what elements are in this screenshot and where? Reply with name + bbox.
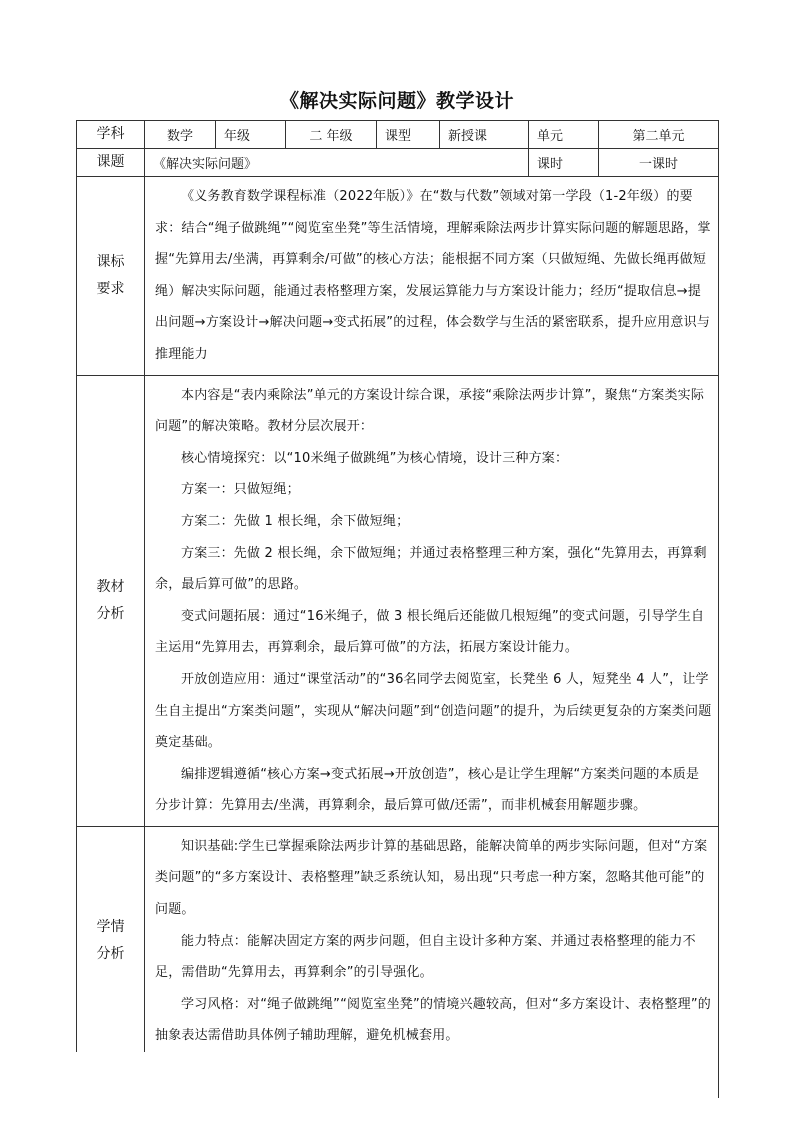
type-value: 新授课 <box>440 121 529 149</box>
learner-paragraph-1: 知识基础:学生已掌握乘除法两步计算的基础思路，能解决简单的两步实际问题，但对“方案类问题”的“多方案设计、表格整理”缺乏系统认知，易出现“只考虑一种方案，忽略其他可能”的问题。 <box>155 838 708 918</box>
grade-value: 二 年级 <box>286 121 377 149</box>
material-paragraph-6: 变式问题拓展：通过“16米绳子，做 3 根长绳后还能做几根短绳”的变式问题，引导学生自主运用“先算用去，再算剩余，最后算可做”的方法，拓展方案设计能力。 <box>155 608 705 656</box>
topic-label: 课题 <box>77 149 145 177</box>
material-label-line1: 教材 <box>96 578 125 595</box>
page-bottom-cutoff <box>76 1052 718 1123</box>
unit-label: 单元 <box>529 121 599 149</box>
header-row <box>77 121 719 149</box>
standard-content <box>145 177 719 376</box>
lesson-plan-table <box>76 120 719 1098</box>
material-paragraph-8: 编排逻辑遵循“核心方案→变式拓展→开放创造”，核心是让学生理解“方案类问题的本质是分步计算：先算用去/坐满，再算剩余，最后算可做/还需”，而非机械套用解题步骤。 <box>155 766 700 814</box>
learner-label-line1: 学情 <box>96 919 125 936</box>
material-label-line2: 分析 <box>96 605 125 622</box>
standard-label-line2: 要求 <box>96 280 125 297</box>
type-label: 课型 <box>377 121 440 149</box>
topic-row <box>77 149 719 177</box>
topic-value: 《解决实际问题》 <box>145 149 529 177</box>
material-row <box>77 375 719 826</box>
standard-label <box>77 177 145 376</box>
material-paragraph-1: 本内容是“表内乘除法”单元的方案设计综合课，承接“乘除法两步计算”，聚焦“方案类实际问题”的解决策略。教材分层次展开： <box>155 387 705 435</box>
grade-label: 年级 <box>216 121 286 149</box>
material-paragraph-4: 方案二：先做 1 根长绳，余下做短绳； <box>181 513 410 529</box>
learner-paragraph-3: 学习风格：对“绳子做跳绳”“阅览室坐凳”的情境兴趣较高，但对“多方案设计、表格整理”的抽象表达需借助具体例子辅助理解，避免机械套用。 <box>155 996 712 1044</box>
material-content <box>145 375 719 826</box>
unit-value: 第二单元 <box>599 121 719 149</box>
standard-paragraph: 《义务教育数学课程标准（2022年版）》在“数与代数”领域对第一学段（1-2年级）的要求：结合“绳子做跳绳”“阅览室坐凳”等生活情境，理解乘除法两步计算实际问题的解题思路，掌握“先算用去/坐满，再算剩余/可做”的核心方法；能根据不同方案（只做短绳、先做长绳再做短绳）解决实际问题，能通过表格整理方案，发展运算能力与方案设计能力；经历“提取信息→提出问题→方案设计→解决问题→变式拓展”的过程，体会数学与生活的紧密联系，提升应用意识与推理能力 <box>155 189 711 362</box>
learner-label-line2: 分析 <box>96 946 125 963</box>
hours-label: 课时 <box>529 149 599 177</box>
hours-value: 一课时 <box>599 149 719 177</box>
standard-row <box>77 177 719 376</box>
material-paragraph-3: 方案一：只做短绳； <box>181 482 300 498</box>
learner-label <box>77 826 145 1056</box>
learner-content <box>145 826 719 1056</box>
material-paragraph-5: 方案三：先做 2 根长绳，余下做短绳；并通过表格整理三种方案，强化“先算用去，再算剩余，最后算可做”的思路。 <box>155 545 707 593</box>
material-paragraph-7: 开放创造应用：通过“课堂活动”的“36名同学去阅览室，长凳坐 6 人，短凳坐 4 人”，让学生自主提出“方案类问题”，实现从“解决问题”到“创造问题”的提升，为后续更复杂的方案类问题奠定基础。 <box>155 671 712 751</box>
subject-label: 学科 <box>77 121 145 149</box>
material-label <box>77 375 145 826</box>
learner-paragraph-2: 能力特点：能解决固定方案的两步问题，但自主设计多种方案、并通过表格整理的能力不足，需借助“先算用去，再算剩余”的引导强化。 <box>155 933 696 981</box>
standard-label-line1: 课标 <box>96 253 125 270</box>
material-paragraph-2: 核心情境探究：以“10米绳子做跳绳”为核心情境，设计三种方案： <box>181 450 569 466</box>
subject-value: 数学 <box>145 121 216 149</box>
learner-row <box>77 826 719 1056</box>
page-title: 《解决实际问题》教学设计 <box>279 90 514 112</box>
